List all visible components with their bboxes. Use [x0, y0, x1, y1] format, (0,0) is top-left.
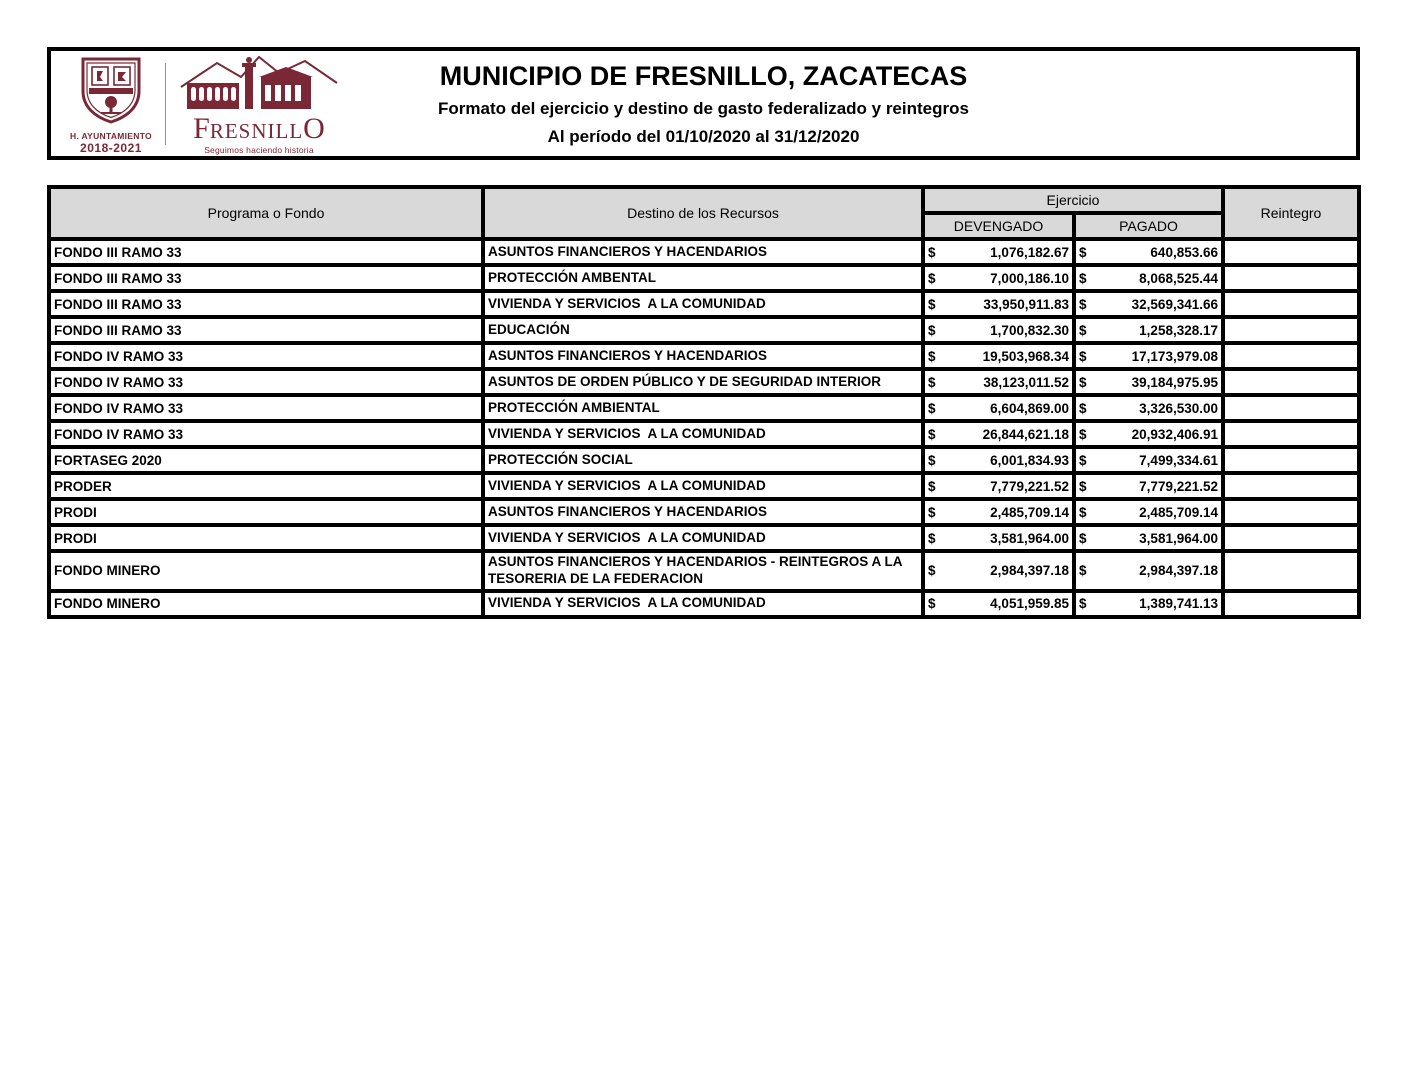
cell-devengado: [923, 525, 1074, 551]
cell-destino: ASUNTOS FINANCIEROS Y HACENDARIOS: [483, 499, 923, 525]
crest-caption: H. AYUNTAMIENTO: [70, 130, 152, 141]
table-row: [49, 395, 1359, 421]
currency-symbol: $: [1079, 504, 1087, 520]
cell-destino: EDUCACIÓN: [483, 317, 923, 343]
cell-pagado: [1074, 591, 1223, 617]
cell-destino: ASUNTOS FINANCIEROS Y HACENDARIOS: [483, 343, 923, 369]
currency-symbol: $: [1079, 322, 1087, 338]
cell-devengado: [923, 395, 1074, 421]
cell-pagado: [1074, 473, 1223, 499]
currency-symbol: $: [1079, 426, 1087, 442]
cell-pagado: [1074, 525, 1223, 551]
pagado-value: 3,326,530.00: [1139, 400, 1218, 416]
table-row: [49, 317, 1359, 343]
currency-symbol: $: [928, 504, 936, 520]
cell-reintegro: [1223, 473, 1359, 499]
cell-destino: VIVIENDA Y SERVICIOS A LA COMUNIDAD: [483, 421, 923, 447]
pagado-value: 2,485,709.14: [1139, 504, 1218, 520]
fresnillo-tagline: Seguimos haciendo historia: [204, 144, 314, 155]
cell-programa: FONDO III RAMO 33: [49, 239, 483, 265]
cell-pagado: [1074, 395, 1223, 421]
devengado-value: 33,950,911.83: [983, 296, 1069, 312]
column-header-devengado: DEVENGADO: [923, 213, 1074, 239]
cell-destino: ASUNTOS FINANCIEROS Y HACENDARIOS - REINTEGROS A LA TESORERIA DE LA FEDERACION: [483, 551, 923, 591]
page-title: MUNICIPIO DE FRESNILLO, ZACATECAS: [439, 61, 968, 91]
devengado-value: 4,051,959.85: [990, 596, 1069, 612]
currency-symbol: $: [928, 452, 936, 468]
cell-programa: PRODER: [49, 473, 483, 499]
cell-programa: FONDO IV RAMO 33: [49, 369, 483, 395]
report-table: [47, 185, 1361, 619]
cell-reintegro: [1223, 395, 1359, 421]
cell-devengado: [923, 239, 1074, 265]
cell-reintegro: [1223, 447, 1359, 473]
currency-symbol: $: [928, 563, 936, 579]
cell-devengado: [923, 291, 1074, 317]
cell-reintegro: [1223, 551, 1359, 591]
currency-symbol: $: [1079, 478, 1087, 494]
table-row: [49, 369, 1359, 395]
table-row: [49, 551, 1359, 591]
title-block: [51, 61, 1356, 147]
pagado-value: 17,173,979.08: [1131, 348, 1218, 364]
currency-symbol: $: [928, 322, 936, 338]
devengado-value: 7,779,221.52: [990, 478, 1069, 494]
column-header-pagado: PAGADO: [1074, 213, 1223, 239]
cell-devengado: [923, 591, 1074, 617]
cell-reintegro: [1223, 291, 1359, 317]
table-row: [49, 499, 1359, 525]
cell-destino: ASUNTOS FINANCIEROS Y HACENDARIOS: [483, 239, 923, 265]
pagado-value: 7,499,334.61: [1139, 452, 1218, 468]
cell-reintegro: [1223, 343, 1359, 369]
table-row: [49, 447, 1359, 473]
cell-pagado: [1074, 421, 1223, 447]
cell-devengado: [923, 473, 1074, 499]
cell-devengado: [923, 421, 1074, 447]
cell-destino: VIVIENDA Y SERVICIOS A LA COMUNIDAD: [483, 291, 923, 317]
cell-devengado: [923, 343, 1074, 369]
pagado-value: 32,569,341.66: [1131, 296, 1218, 312]
column-header-destino: Destino de los Recursos: [483, 187, 923, 239]
pagado-value: 7,779,221.52: [1139, 478, 1218, 494]
pagado-value: 640,853.66: [1150, 244, 1218, 260]
cell-programa: FONDO III RAMO 33: [49, 317, 483, 343]
cell-pagado: [1074, 291, 1223, 317]
column-header-programa: Programa o Fondo: [49, 187, 483, 239]
cell-pagado: [1074, 265, 1223, 291]
cell-programa: FONDO IV RAMO 33: [49, 343, 483, 369]
cell-pagado: [1074, 239, 1223, 265]
report-period: Al período del 01/10/2020 al 31/12/2020: [547, 127, 860, 146]
pagado-value: 1,258,328.17: [1139, 322, 1218, 338]
column-header-ejercicio: Ejercicio: [923, 187, 1223, 213]
table-row: [49, 265, 1359, 291]
cell-devengado: [923, 499, 1074, 525]
pagado-value: 3,581,964.00: [1139, 530, 1218, 546]
cell-reintegro: [1223, 421, 1359, 447]
devengado-value: 1,076,182.67: [990, 244, 1069, 260]
cell-reintegro: [1223, 317, 1359, 343]
devengado-value: 26,844,621.18: [982, 426, 1069, 442]
document-header: [47, 47, 1360, 160]
devengado-value: 6,001,834.93: [990, 452, 1069, 468]
currency-symbol: $: [928, 400, 936, 416]
cell-destino: VIVIENDA Y SERVICIOS A LA COMUNIDAD: [483, 473, 923, 499]
currency-symbol: $: [928, 478, 936, 494]
cell-reintegro: [1223, 591, 1359, 617]
pagado-value: 20,932,406.91: [1131, 426, 1218, 442]
table-row: [49, 291, 1359, 317]
cell-programa: PRODI: [49, 499, 483, 525]
devengado-value: 19,503,968.34: [982, 348, 1069, 364]
cell-pagado: [1074, 343, 1223, 369]
currency-symbol: $: [1079, 452, 1087, 468]
cell-devengado: [923, 317, 1074, 343]
cell-programa: FONDO III RAMO 33: [49, 291, 483, 317]
devengado-value: 2,984,397.18: [990, 563, 1069, 579]
cell-devengado: [923, 447, 1074, 473]
currency-symbol: $: [928, 426, 936, 442]
cell-destino: PROTECCIÓN SOCIAL: [483, 447, 923, 473]
page-subtitle: Formato del ejercicio y destino de gasto federalizado y reintegros: [438, 99, 969, 118]
cell-destino: ASUNTOS DE ORDEN PÚBLICO Y DE SEGURIDAD INTERIOR: [483, 369, 923, 395]
column-header-reintegro: Reintegro: [1223, 187, 1359, 239]
currency-symbol: $: [1079, 563, 1087, 579]
currency-symbol: $: [928, 374, 936, 390]
cell-destino: VIVIENDA Y SERVICIOS A LA COMUNIDAD: [483, 525, 923, 551]
cell-programa: FONDO III RAMO 33: [49, 265, 483, 291]
currency-symbol: $: [928, 530, 936, 546]
currency-symbol: $: [928, 244, 936, 260]
pagado-value: 2,984,397.18: [1139, 563, 1218, 579]
devengado-value: 7,000,186.10: [990, 270, 1069, 286]
currency-symbol: $: [928, 596, 936, 612]
currency-symbol: $: [928, 348, 936, 364]
currency-symbol: $: [1079, 296, 1087, 312]
devengado-value: 3,581,964.00: [990, 530, 1069, 546]
cell-reintegro: [1223, 239, 1359, 265]
cell-programa: FONDO MINERO: [49, 591, 483, 617]
cell-pagado: [1074, 551, 1223, 591]
currency-symbol: $: [1079, 348, 1087, 364]
devengado-value: 6,604,869.00: [990, 400, 1069, 416]
table-row: [49, 343, 1359, 369]
currency-symbol: $: [1079, 270, 1087, 286]
pagado-value: 39,184,975.95: [1131, 374, 1218, 390]
cell-devengado: [923, 551, 1074, 591]
cell-programa: FONDO MINERO: [49, 551, 483, 591]
cell-reintegro: [1223, 525, 1359, 551]
devengado-value: 2,485,709.14: [990, 504, 1069, 520]
table-row: [49, 421, 1359, 447]
table-row: [49, 525, 1359, 551]
crest-period: 2018-2021: [80, 140, 142, 155]
currency-symbol: $: [1079, 244, 1087, 260]
table-row: [49, 591, 1359, 617]
cell-programa: FORTASEG 2020: [49, 447, 483, 473]
devengado-value: 1,700,832.30: [990, 322, 1069, 338]
cell-pagado: [1074, 317, 1223, 343]
cell-destino: VIVIENDA Y SERVICIOS A LA COMUNIDAD: [483, 591, 923, 617]
cell-reintegro: [1223, 499, 1359, 525]
table-body: [49, 239, 1359, 617]
cell-pagado: [1074, 447, 1223, 473]
cell-destino: PROTECCIÓN AMBIENTAL: [483, 395, 923, 421]
table-row: [49, 239, 1359, 265]
devengado-value: 38,123,011.52: [983, 374, 1069, 390]
currency-symbol: $: [928, 296, 936, 312]
cell-devengado: [923, 369, 1074, 395]
cell-programa: PRODI: [49, 525, 483, 551]
cell-reintegro: [1223, 369, 1359, 395]
pagado-value: 8,068,525.44: [1139, 270, 1218, 286]
currency-symbol: $: [1079, 400, 1087, 416]
currency-symbol: $: [1079, 596, 1087, 612]
cell-devengado: [923, 265, 1074, 291]
cell-destino: PROTECCIÓN AMBENTAL: [483, 265, 923, 291]
fresnillo-wordmark: FRESNILLO: [193, 111, 325, 145]
currency-symbol: $: [1079, 374, 1087, 390]
report-table-container: [47, 185, 1361, 619]
table-row: [49, 473, 1359, 499]
currency-symbol: $: [1079, 530, 1087, 546]
cell-pagado: [1074, 499, 1223, 525]
table-header: [49, 187, 1359, 239]
cell-pagado: [1074, 369, 1223, 395]
pagado-value: 1,389,741.13: [1139, 596, 1218, 612]
cell-programa: FONDO IV RAMO 33: [49, 421, 483, 447]
cell-reintegro: [1223, 265, 1359, 291]
currency-symbol: $: [928, 270, 936, 286]
cell-programa: FONDO IV RAMO 33: [49, 395, 483, 421]
